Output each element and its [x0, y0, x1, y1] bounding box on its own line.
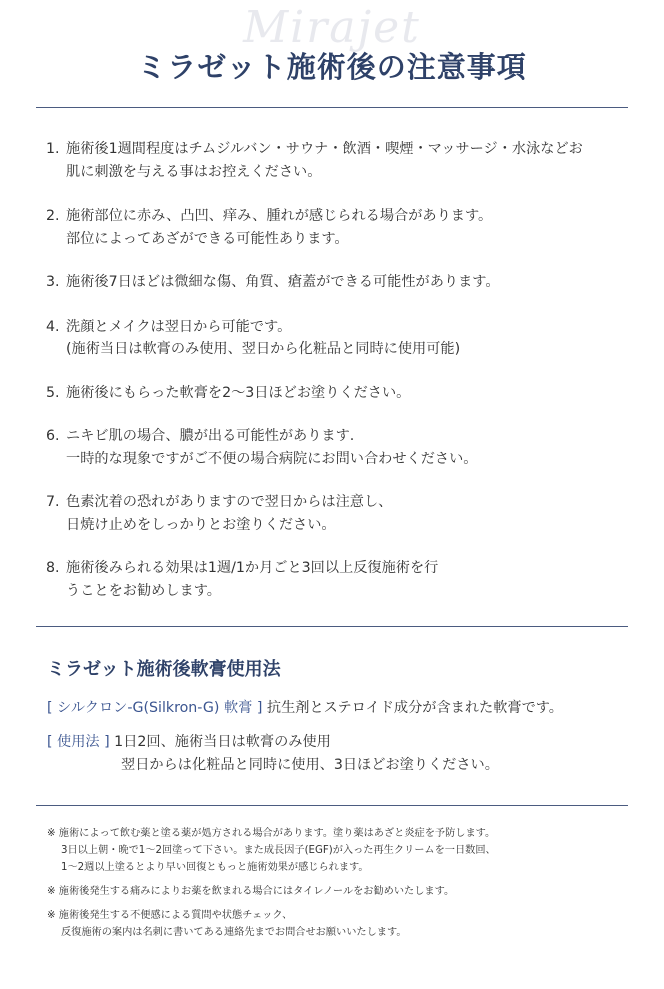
item-text: 施術後みられる効果は1週/1か月ごと3回以上反復施術を行: [66, 560, 439, 576]
item-text: ニキビ肌の場合、膿が出る可能性があります.: [66, 428, 355, 444]
footnote-text: 3日以上朝・晩で1～2回塗って下さい。また成長因子(EGF)が入った再生クリームを一日数回、: [61, 845, 496, 856]
ointment-product-line: [47, 697, 563, 720]
item-text: 肌に刺激を与える事はお控えください。: [66, 163, 322, 180]
divider-bottom: [36, 805, 628, 806]
item-text: 施術部位に赤み、凸凹、痒み、腫れが感じられる場合があります。: [66, 208, 493, 224]
usage-text-2: 翌日からは化粧品と同時に使用、3日ほどお塗りください。: [121, 757, 499, 773]
product-tag: [ シルクロン-G(Silkron-G) 軟膏 ]: [47, 700, 263, 716]
footnote: [47, 883, 637, 900]
precaution-list: [46, 138, 636, 602]
footnote-text: 反復施術の案内は名刺に書いてある連絡先までお問合せお願いいたします。: [61, 927, 407, 938]
item-text: 部位によってあざができる可能性あります。: [66, 230, 349, 247]
list-item: [46, 425, 636, 470]
list-item: [46, 138, 636, 183]
item-number: 2.: [46, 208, 60, 224]
item-text: 洗顔とメイクは翌日から可能です。: [66, 318, 292, 335]
product-description: 抗生剤とステロイド成分が含まれた軟膏です。: [266, 700, 563, 716]
list-item: [46, 557, 636, 602]
list-item: [46, 491, 636, 536]
item-number: 8.: [46, 560, 60, 576]
ointment-usage-line: [47, 731, 499, 777]
footnote: [47, 907, 637, 941]
item-number: 5.: [46, 384, 60, 401]
divider-top: [36, 107, 628, 108]
item-number: 3.: [46, 274, 60, 290]
item-number: 1.: [46, 141, 60, 157]
footnote-text: ※ 施術後発生する痛みによりお薬を飲まれる場合にはタイレノールをお勧めいたします。: [47, 886, 455, 897]
item-text: 色素沈着の恐れがありますので翌日からは注意し、: [66, 494, 393, 510]
footnote-text: ※ 施術によって飲む薬と塗る薬が処方される場合があります。塗り薬はあざと炎症を予防します。: [47, 828, 496, 839]
ointment-section-title: ミラゼット施術後軟膏使用法: [47, 659, 281, 680]
brand-watermark: Mirajet: [243, 2, 421, 53]
footnote-text: ※ 施術後発生する不便感による質問や状態チェック、: [47, 910, 293, 921]
usage-tag: [ 使用法 ]: [47, 734, 110, 750]
list-item: [46, 271, 636, 294]
item-text: 一時的な現象ですがご不便の場合病院にお問い合わせください。: [66, 450, 478, 467]
list-item: [46, 205, 636, 250]
page-title: ミラゼット施術後の注意事項: [137, 50, 527, 84]
item-text: 施術後にもらった軟膏を2～3日ほどお塗りください。: [66, 384, 411, 401]
footnote: [47, 825, 637, 876]
footnote-text: 1～2週以上塗るとより早い回復ともっと施術効果が感じられます。: [61, 862, 369, 873]
item-text: うことをお勧めします。: [66, 582, 221, 599]
divider-middle: [36, 626, 628, 627]
item-number: 6.: [46, 428, 60, 444]
item-text: (施術当日は軟膏のみ使用、翌日から化粧品と同時に使用可能): [66, 341, 461, 357]
item-number: 4.: [46, 318, 60, 335]
list-item: [46, 316, 636, 361]
footnotes: [47, 825, 637, 948]
item-text: 日焼け止めをしっかりとお塗りください。: [66, 516, 336, 533]
usage-text-1: 1日2回、施術当日は軟膏のみ使用: [114, 734, 331, 750]
item-number: 7.: [46, 494, 60, 510]
item-text: 施術後1週間程度はチムジルバン・サウナ・飲酒・喫煙・マッサージ・水泳などお: [66, 141, 583, 157]
list-item: [46, 382, 636, 405]
item-text: 施術後7日ほどは微細な傷、角質、瘡蓋ができる可能性があります。: [66, 274, 500, 290]
